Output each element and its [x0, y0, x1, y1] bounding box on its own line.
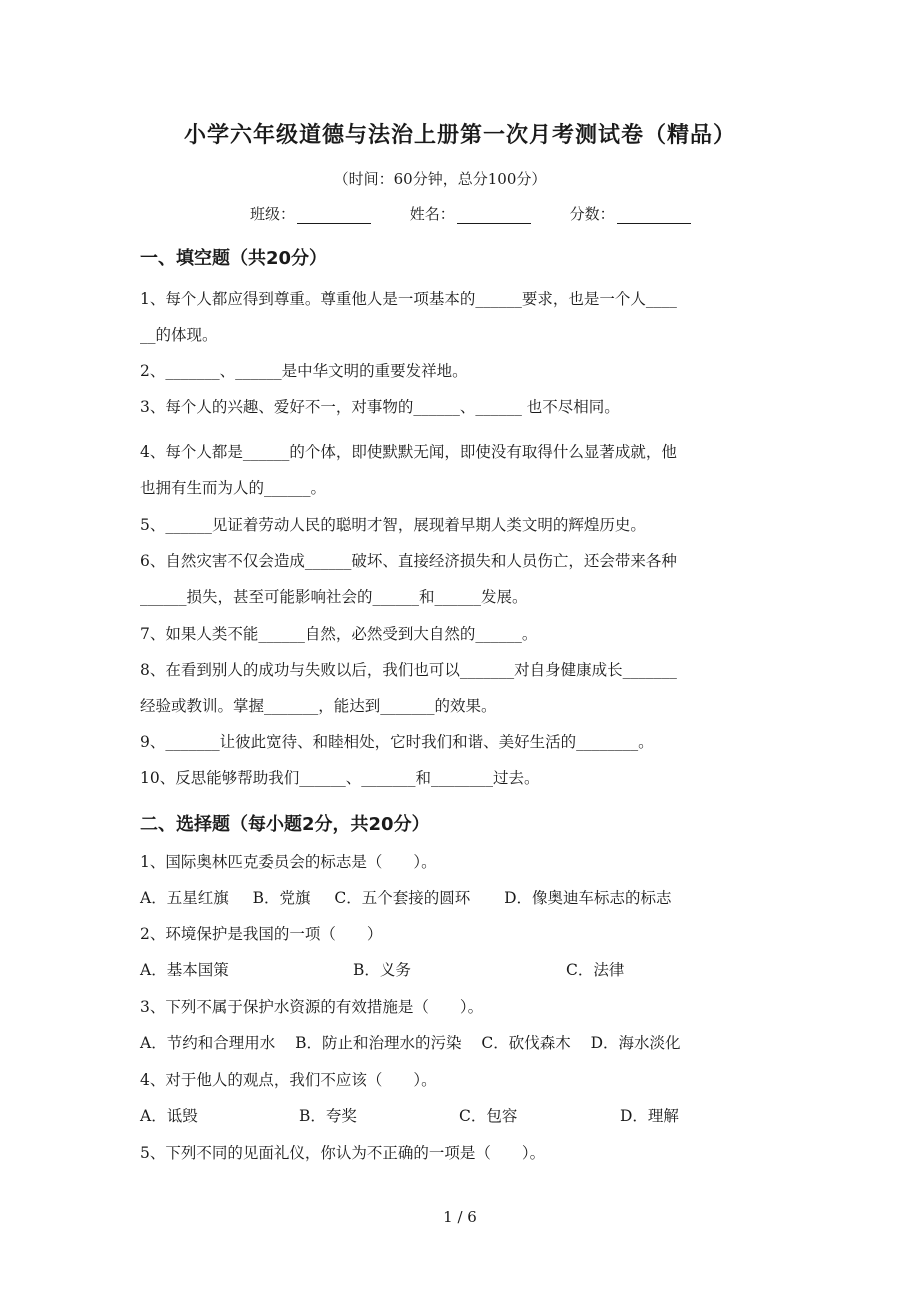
fill-question-8	[140, 652, 785, 724]
fill-question-5	[140, 507, 785, 543]
name-field[interactable]	[410, 203, 531, 224]
question-line: 8、在看到别人的成功与失败以后，我们也可以_______对自身健康成长_______	[140, 661, 677, 679]
question-line: 5、______见证着劳动人民的聪明才智，展现着早期人类文明的辉煌历史。	[140, 516, 646, 534]
fill-question-3	[140, 389, 785, 425]
option-d[interactable]: D．像奥迪车标志的标志	[504, 889, 672, 907]
score-blank[interactable]	[617, 207, 691, 224]
option-a[interactable]: A．节约和合理用水	[140, 1034, 276, 1052]
choice-question-1	[140, 844, 785, 916]
option-c[interactable]: C．砍伐森木	[481, 1034, 571, 1052]
choice-question-5	[140, 1135, 785, 1171]
option-c[interactable]: C．五个套接的圆环	[334, 889, 471, 907]
option-b[interactable]: B．党旗	[252, 889, 311, 907]
name-label: 姓名：	[409, 205, 455, 223]
question-line: 经验或教训。掌握_______，能达到_______的效果。	[140, 697, 497, 715]
question-stem: 4、对于他人的观点，我们不应该（ ）。	[140, 1071, 437, 1089]
option-a[interactable]: A．基本国策	[140, 961, 229, 979]
question-line: 1、每个人都应得到尊重。尊重他人是一项基本的______要求，也是一个人____	[140, 290, 677, 308]
question-line: 9、_______让彼此宽待、和睦相处，它时我们和谐、美好生活的________。	[140, 733, 654, 751]
option-row	[140, 1025, 785, 1061]
option-b[interactable]: B．防止和治理水的污染	[295, 1034, 462, 1052]
question-stem: 2、环境保护是我国的一项（ ）	[140, 925, 383, 943]
question-line: 2、_______、______是中华文明的重要发祥地。	[140, 362, 468, 380]
option-c[interactable]: C．包容	[459, 1107, 518, 1125]
page-title: 小学六年级道德与法治上册第一次月考测试卷（精品）	[183, 123, 736, 148]
choice-question-2	[140, 916, 785, 988]
section-1-title: 一、填空题（共20分）	[140, 248, 328, 269]
student-info-fields	[250, 203, 770, 224]
section-2-title: 二、选择题（每小题2分，共20分）	[140, 814, 430, 835]
choice-question-3	[140, 989, 785, 1061]
fill-question-4	[140, 434, 785, 506]
question-line: 3、每个人的兴趣、爱好不一，对事物的______、______ 也不尽相同。	[140, 398, 620, 416]
fill-question-6	[140, 543, 785, 615]
fill-question-9	[140, 724, 785, 760]
fill-question-10	[140, 760, 785, 796]
question-stem: 1、国际奥林匹克委员会的标志是（ ）。	[140, 853, 437, 871]
question-line: __的体现。	[140, 326, 218, 344]
choice-question-4	[140, 1062, 785, 1134]
option-b[interactable]: B．义务	[353, 961, 411, 979]
fill-question-2	[140, 353, 785, 389]
exam-time-info: （时间：60分钟，总分100分）	[333, 170, 547, 188]
class-field[interactable]	[250, 203, 371, 224]
score-field[interactable]	[570, 203, 691, 224]
option-c[interactable]: C．法律	[566, 961, 625, 979]
question-stem: 3、下列不属于保护水资源的有效措施是（ ）。	[140, 998, 484, 1016]
fill-question-7	[140, 616, 785, 652]
option-a[interactable]: A．五星红旗	[140, 889, 229, 907]
question-line: 也拥有生而为人的______。	[140, 479, 327, 497]
option-d[interactable]: D．海水淡化	[590, 1034, 681, 1052]
fill-question-1	[140, 281, 785, 353]
option-row	[140, 952, 785, 988]
name-blank[interactable]	[457, 207, 531, 224]
question-line: 4、每个人都是______的个体，即使默默无闻，即使没有取得什么显著成就，他	[140, 443, 677, 461]
option-d[interactable]: D．理解	[620, 1107, 679, 1125]
question-line: 10、反思能够帮助我们______、_______和________过去。	[140, 769, 540, 787]
question-stem: 5、下列不同的见面礼仪，你认为不正确的一项是（ ）。	[140, 1144, 546, 1162]
option-b[interactable]: B．夸奖	[299, 1107, 357, 1125]
option-row	[140, 880, 785, 916]
question-line: 6、自然灾害不仅会造成______破坏、直接经济损失和人员伤亡，还会带来各种	[140, 552, 677, 570]
option-a[interactable]: A．诋毁	[140, 1107, 198, 1125]
question-line: 7、如果人类不能______自然，必然受到大自然的______。	[140, 625, 538, 643]
score-label: 分数：	[569, 205, 615, 223]
question-line: ______损失，甚至可能影响社会的______和______发展。	[140, 588, 528, 606]
class-blank[interactable]	[297, 207, 371, 224]
page-number: 1 / 6	[443, 1208, 477, 1226]
option-row	[140, 1098, 785, 1134]
class-label: 班级：	[250, 205, 296, 223]
